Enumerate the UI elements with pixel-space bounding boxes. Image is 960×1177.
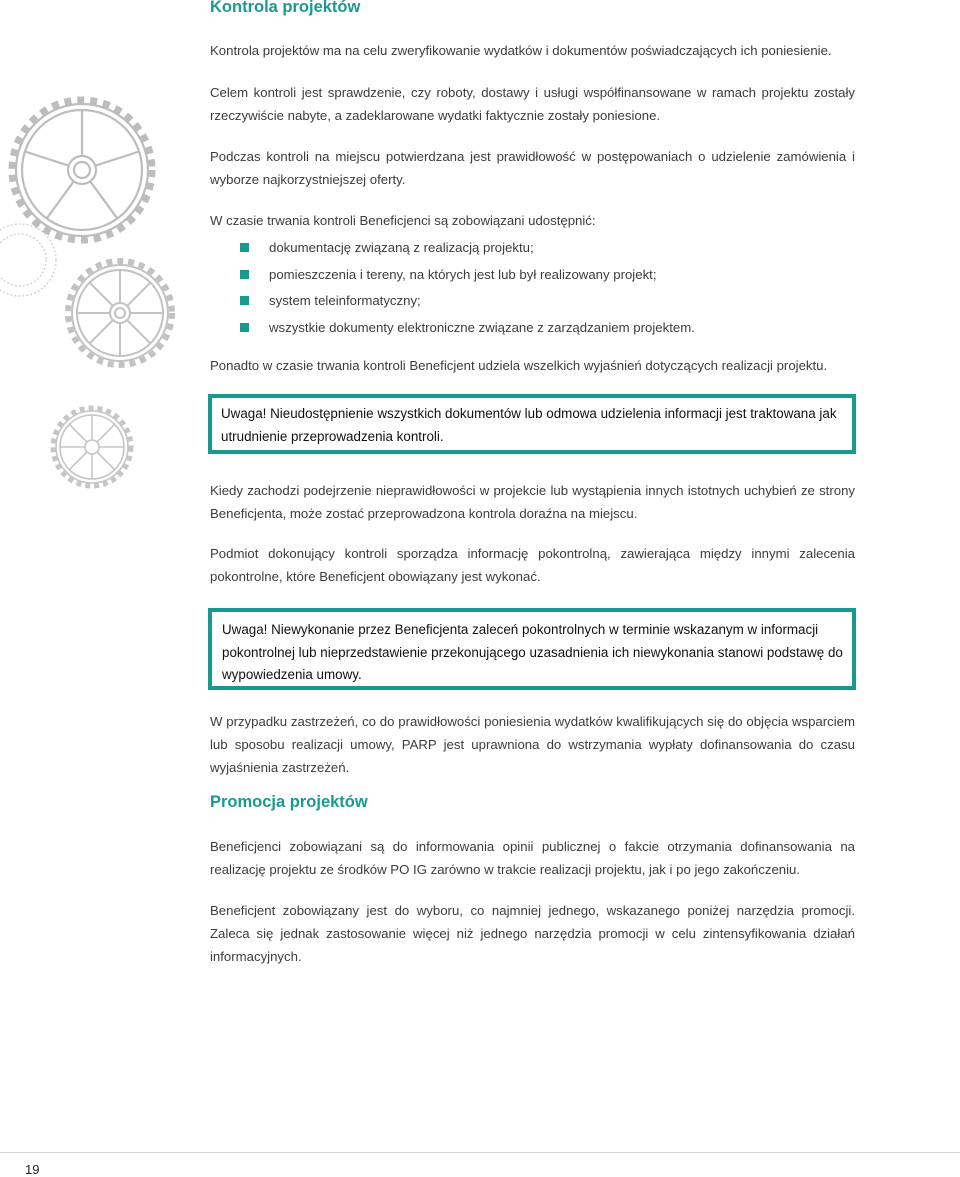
paragraph-1: Kontrola projektów ma na celu zweryfikowanie wydatków i dokumentów poświadczających ich poniesienie. [210, 43, 832, 58]
gear-medium-icon [68, 261, 172, 365]
bullet-square-icon [240, 270, 249, 279]
paragraph-4: W czasie trwania kontroli Beneficjenci są zobowiązani udostępnić: [210, 213, 596, 228]
gear-small-icon [53, 408, 131, 486]
section-title-kontrola: Kontrola projektów [210, 0, 361, 16]
list-item: wszystkie dokumenty elektroniczne związane z zarządzaniem projektem. [210, 316, 855, 343]
paragraph-3: Podczas kontroli na miejscu potwierdzana jest prawidłowość w postępowaniach o udzielenie zamówienia i wyborze najkorzystniejszej oferty. [210, 149, 855, 187]
section-title-promocja: Promocja projektów [210, 793, 368, 811]
list-item: dokumentację związaną z realizacją projektu; [210, 236, 855, 263]
gear-large-icon [12, 100, 152, 240]
paragraph-7: Podmiot dokonujący kontroli sporządza informację pokontrolną, zawierająca między innymi zalecenia pokontrolne, które Beneficjent obowiązany jest wykonać. [210, 546, 855, 584]
obligations-list [210, 236, 855, 342]
bullet-square-icon [240, 243, 249, 252]
bullet-square-icon [240, 296, 249, 305]
paragraph-5: Ponadto w czasie trwania kontroli Beneficjent udziela wszelkich wyjaśnień dotyczących realizacji projektu. [210, 358, 828, 373]
notice-box-1: Uwaga! Nieudostępnienie wszystkich dokumentów lub odmowa udzielenia informacji jest traktowana jak utrudnienie przeprowadzenia kontroli. [208, 394, 856, 454]
bullet-square-icon [240, 323, 249, 332]
list-item: pomieszczenia i tereny, na których jest lub był realizowany projekt; [210, 263, 855, 290]
notice-box-2: Uwaga! Niewykonanie przez Beneficjenta zaleceń pokontrolnych w terminie wskazanym w informacji pokontrolnej lub nieprzedstawienie przekonującego uzasadnienia ich niewykonania stanowi podstawę do wypowiedzenia umowy. [208, 608, 856, 690]
paragraph-2: Celem kontroli jest sprawdzenie, czy roboty, dostawy i usługi współfinansowane w ramach projektu zostały rzeczywiście nabyte, a zadeklarowane wydatki faktycznie zostały poniesione. [210, 85, 855, 123]
paragraph-8: W przypadku zastrzeżeń, co do prawidłowości poniesienia wydatków kwalifikujących się do objęcia wsparciem lub sposobu realizacji umowy, PARP jest uprawniona do wstrzymania wypłaty dofinansowania do czasu wyjaśnienia zastrzeżeń. [210, 714, 855, 775]
paragraph-6: Kiedy zachodzi podejrzenie nieprawidłowości w projekcie lub wystąpienia innych istotnych uchybień ze strony Beneficjenta, może zostać przeprowadzona kontrola doraźna na miejscu. [210, 483, 855, 521]
footer-divider [0, 1152, 960, 1153]
page-number: 19 [25, 1162, 40, 1177]
gears-illustration [0, 85, 200, 505]
paragraph-10: Beneficjent zobowiązany jest do wyboru, co najmniej jednego, wskazanego poniżej narzędzia promocji. Zaleca się jednak zastosowanie więcej niż jednego narzędzia promocji w celu zintensyfikowania działań informacyjnych. [210, 903, 855, 964]
paragraph-9: Beneficjenci zobowiązani są do informowania opinii publicznej o fakcie otrzymania dofinansowania na realizację projektu ze środków PO IG zarówno w trakcie realizacji projektu, jak i po jego zakończeniu. [210, 839, 855, 877]
list-item: system teleinformatyczny; [210, 289, 855, 316]
